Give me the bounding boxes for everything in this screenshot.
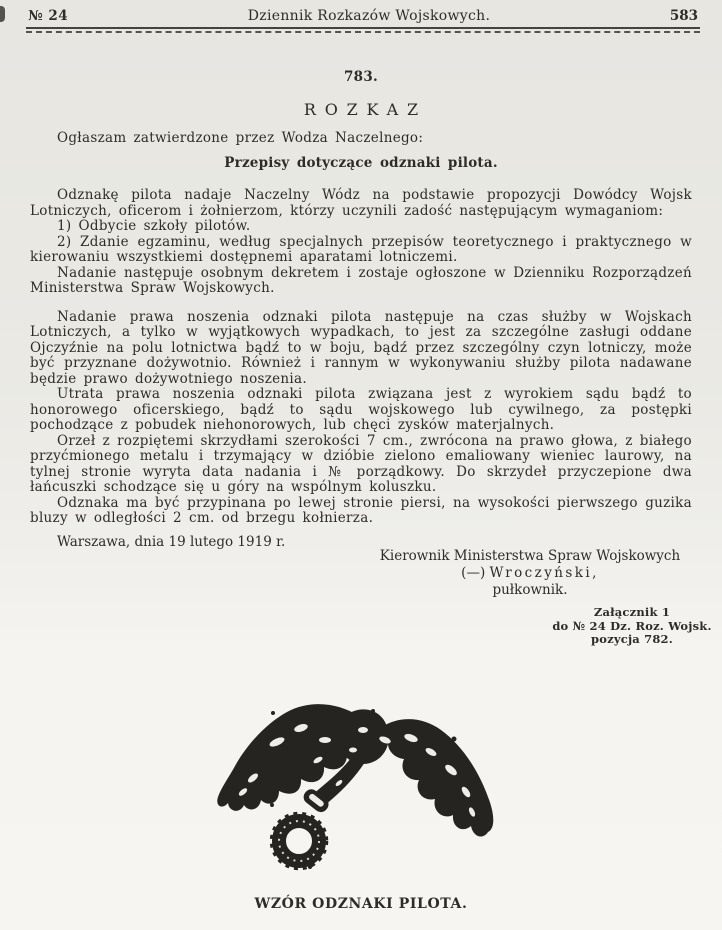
header-rule — [26, 27, 700, 33]
order-intro-line: Ogłaszam zatwierdzone przez Wodza Naczelnego: — [57, 130, 424, 146]
signatory-rank: pułkownik. — [492, 582, 568, 598]
order-item-number: 783. — [343, 69, 379, 85]
attachment-line-1: Załącznik 1 — [593, 605, 671, 619]
signatory-name: Wroczyński, — [489, 565, 599, 581]
requirement-item-1: 1) Odbycie szkoły pilotów. — [57, 218, 251, 234]
order-title: ROZKAZ — [303, 99, 427, 119]
paragraph-badge-description: Orzeł z rozpiętemi skrzydłami szerokości 7 cm., zwrócona na prawo głowa, z białego przyćmionego metalu i trzymający w dzióbie zielono emaliowany wieniec laurowy, na tylnej stronie wyryta data nadania i № porządkowy. Do skrzydeł przyczepione dwa łańcuszki schodzące się u góry na wspólnym koluszku. — [30, 432, 692, 495]
paragraph-loss-of-rights: Utrata prawa noszenia odznaki pilota związana jest z wyrokiem sądu bądź to honorowego oficerskiego, bądź to sądu wojskowego lub cywilnego, za postępki pochodzące z pobudek niehonorowych, lub chęci zysków materjalnych. — [30, 386, 692, 433]
issue-number: № 24 — [28, 8, 69, 24]
journal-title: Dziennik Rozkazów Wojskowych. — [247, 8, 491, 24]
signature-block — [350, 548, 710, 599]
signature-prefix: (—) — [461, 565, 486, 581]
paragraph-wearing-rights: Nadanie prawa noszenia odznaki pilota następuje na czas służby w Wojskach Lotniczych, a tylko w wyjątkowych wypadkach, to jest za szczególne zasługi oddane Ojczyźnie na polu lotnictwa bądź to w boju, bądź przez szczególny czyn lotniczy, może być przyznane dożywotnio. Również i rannym w wykonywaniu służby pilota nadawane będzie prawo dożywotniego noszenia. — [30, 308, 692, 387]
paragraph-decree-publication: Nadanie następuje osobnym dekretem i zostaje ogłoszone w Dzienniku Rozporządzeń Ministerstwa Spraw Wojskowych. — [30, 264, 692, 296]
rule-dashed-line — [26, 31, 700, 33]
attachment-line-3: pozycja 782. — [591, 632, 673, 646]
pilot-badge-figure — [213, 700, 505, 878]
figure-caption: WZÓR ODZNAKI PILOTA. — [254, 896, 468, 912]
paragraph-badge-placement: Odznaka ma być przypinana po lewej stronie piersi, na wysokości pierwszego guzika bluzy w odległości 2 cm. od brzegu kołnierza. — [30, 494, 692, 526]
attachment-line-2: do № 24 Dz. Roz. Wojsk. — [552, 618, 712, 633]
section-heading: Przepisy dotyczące odznaki pilota. — [224, 154, 498, 171]
attachment-note — [552, 606, 712, 647]
page-number: 583 — [669, 8, 698, 24]
signatory-role: Kierownik Ministerstwa Spraw Wojskowych — [379, 548, 681, 564]
page-header — [28, 8, 698, 24]
paragraph-award-authority: Odznakę pilota nadaje Naczelny Wódz na podstawie propozycji Dowódcy Wojsk Lotniczych, oficerom i żołnierzom, którzy uczynili zadość następującym wymaganiom: — [30, 187, 692, 219]
dateline: Warszawa, dnia 19 lutego 1919 r. — [57, 534, 286, 550]
rule-solid-line — [26, 27, 700, 29]
pilot-eagle-badge-illustration — [213, 700, 505, 878]
order-body — [30, 62, 692, 527]
requirement-item-2: 2) Zdanie egzaminu, według specjalnych przepisów teoretycznego i praktycznego w kierowaniu wszystkiemi dostępnemi aparatami lotniczemi. — [30, 233, 692, 265]
signature-line — [350, 565, 710, 582]
